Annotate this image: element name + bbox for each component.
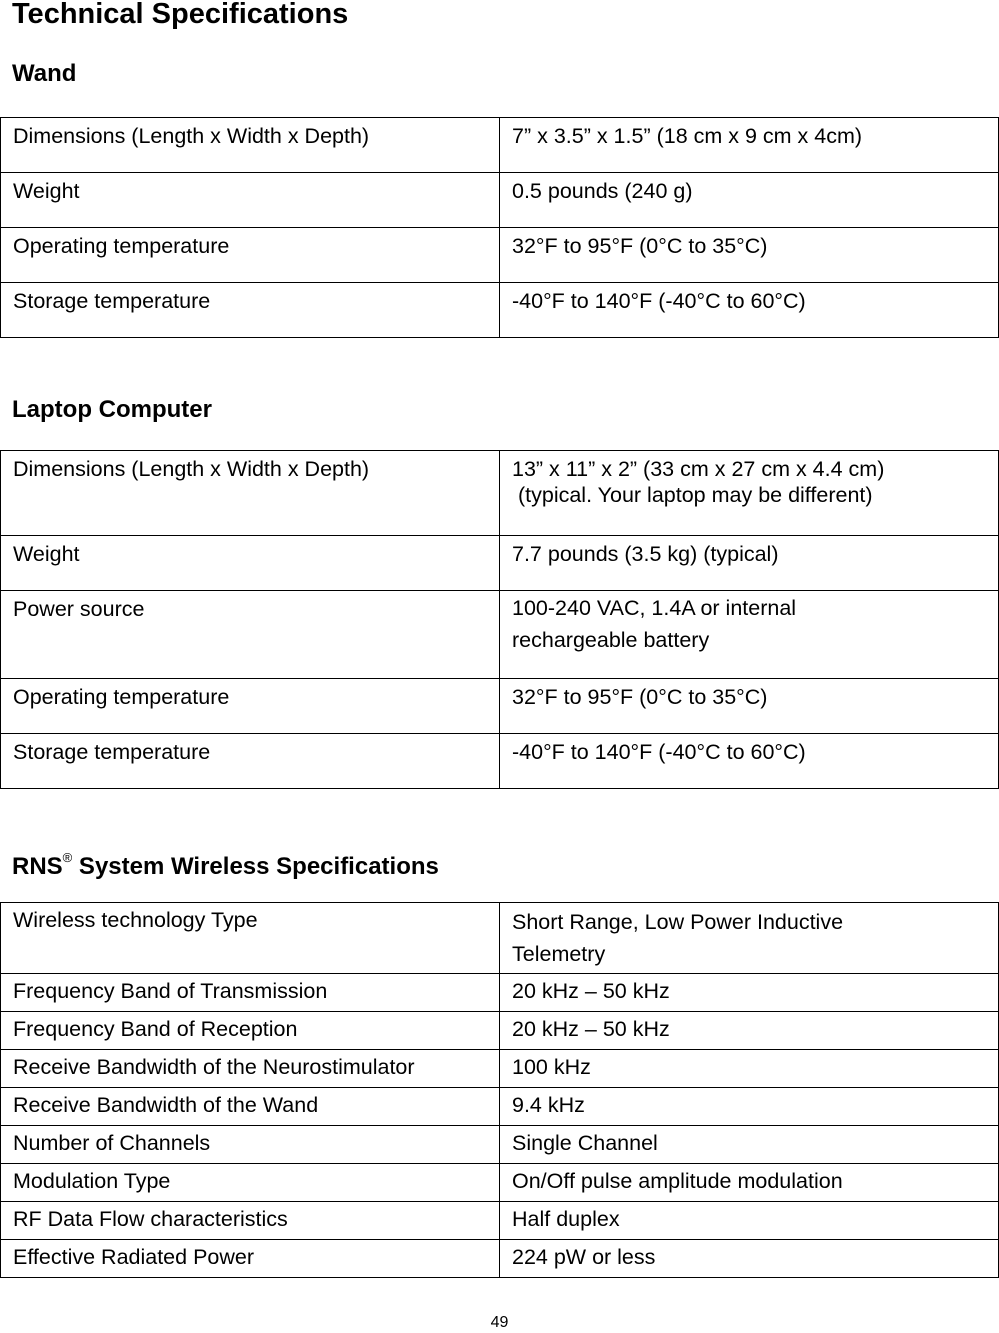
wireless-heading xyxy=(12,846,439,882)
spec-value-line: Telemetry xyxy=(512,942,606,966)
spec-label: Number of Channels xyxy=(1,1126,500,1164)
table-row xyxy=(1,591,999,679)
table-row xyxy=(1,1202,999,1240)
laptop-spec-table xyxy=(0,450,999,789)
table-row xyxy=(1,283,999,338)
spec-value: 7” x 3.5” x 1.5” (18 cm x 9 cm x 4cm) xyxy=(500,118,999,173)
spec-label: Receive Bandwidth of the Neurostimulator xyxy=(1,1050,500,1088)
spec-value: 20 kHz – 50 kHz xyxy=(500,974,999,1012)
laptop-heading: Laptop Computer xyxy=(12,396,212,423)
spec-value: 9.4 kHz xyxy=(500,1088,999,1126)
spec-label: Dimensions (Length x Width x Depth) xyxy=(1,118,500,173)
spec-value: Single Channel xyxy=(500,1126,999,1164)
heading-prefix: RNS xyxy=(12,853,63,880)
spec-value-line: rechargeable battery xyxy=(512,628,710,652)
table-row xyxy=(1,1012,999,1050)
spec-label: Frequency Band of Transmission xyxy=(1,974,500,1012)
table-row xyxy=(1,1050,999,1088)
spec-label: RF Data Flow characteristics xyxy=(1,1202,500,1240)
spec-value: 7.7 pounds (3.5 kg) (typical) xyxy=(500,536,999,591)
page-title: Technical Specifications xyxy=(12,0,349,30)
spec-value: Half duplex xyxy=(500,1202,999,1240)
spec-label: Receive Bandwidth of the Wand xyxy=(1,1088,500,1126)
spec-label: Wireless technology Type xyxy=(1,903,500,974)
table-row xyxy=(1,1088,999,1126)
spec-value: On/Off pulse amplitude modulation xyxy=(500,1164,999,1202)
spec-label: Power source xyxy=(1,591,500,679)
spec-label: Effective Radiated Power xyxy=(1,1240,500,1278)
spec-value-line: (typical. Your laptop may be different) xyxy=(512,483,873,507)
table-row xyxy=(1,903,999,974)
table-row xyxy=(1,1164,999,1202)
spec-value-line: 100-240 VAC, 1.4A or internal xyxy=(512,596,797,620)
spec-value-line: Short Range, Low Power Inductive xyxy=(512,910,844,934)
wand-heading: Wand xyxy=(12,60,77,87)
spec-value xyxy=(500,451,999,536)
wireless-spec-table xyxy=(0,902,999,1278)
wand-spec-table xyxy=(0,117,999,338)
table-row xyxy=(1,118,999,173)
spec-value: -40°F to 140°F (-40°C to 60°C) xyxy=(500,283,999,338)
table-row xyxy=(1,974,999,1012)
table-row xyxy=(1,451,999,536)
table-row xyxy=(1,536,999,591)
spec-label: Operating temperature xyxy=(1,679,500,734)
spec-value: 20 kHz – 50 kHz xyxy=(500,1012,999,1050)
spec-value: 0.5 pounds (240 g) xyxy=(500,173,999,228)
table-row xyxy=(1,1240,999,1278)
table-row xyxy=(1,1126,999,1164)
spec-label: Dimensions (Length x Width x Depth) xyxy=(1,451,500,536)
table-row xyxy=(1,228,999,283)
spec-label: Operating temperature xyxy=(1,228,500,283)
spec-value: 100 kHz xyxy=(500,1050,999,1088)
spec-value-line: 13” x 11” x 2” (33 cm x 27 cm x 4.4 cm) xyxy=(512,457,885,481)
spec-value xyxy=(500,903,999,974)
spec-value: 32°F to 95°F (0°C to 35°C) xyxy=(500,228,999,283)
page-number: 49 xyxy=(490,1314,509,1331)
table-row xyxy=(1,173,999,228)
spec-label: Weight xyxy=(1,536,500,591)
spec-value: 32°F to 95°F (0°C to 35°C) xyxy=(500,679,999,734)
spec-label: Modulation Type xyxy=(1,1164,500,1202)
table-row xyxy=(1,679,999,734)
spec-value: -40°F to 140°F (-40°C to 60°C) xyxy=(500,734,999,789)
heading-suffix: System Wireless Specifications xyxy=(72,853,439,880)
spec-label: Storage temperature xyxy=(1,283,500,338)
table-row xyxy=(1,734,999,789)
spec-label: Weight xyxy=(1,173,500,228)
spec-value xyxy=(500,591,999,679)
spec-label: Storage temperature xyxy=(1,734,500,789)
registered-mark: ® xyxy=(62,850,73,865)
spec-value: 224 pW or less xyxy=(500,1240,999,1278)
spec-label: Frequency Band of Reception xyxy=(1,1012,500,1050)
